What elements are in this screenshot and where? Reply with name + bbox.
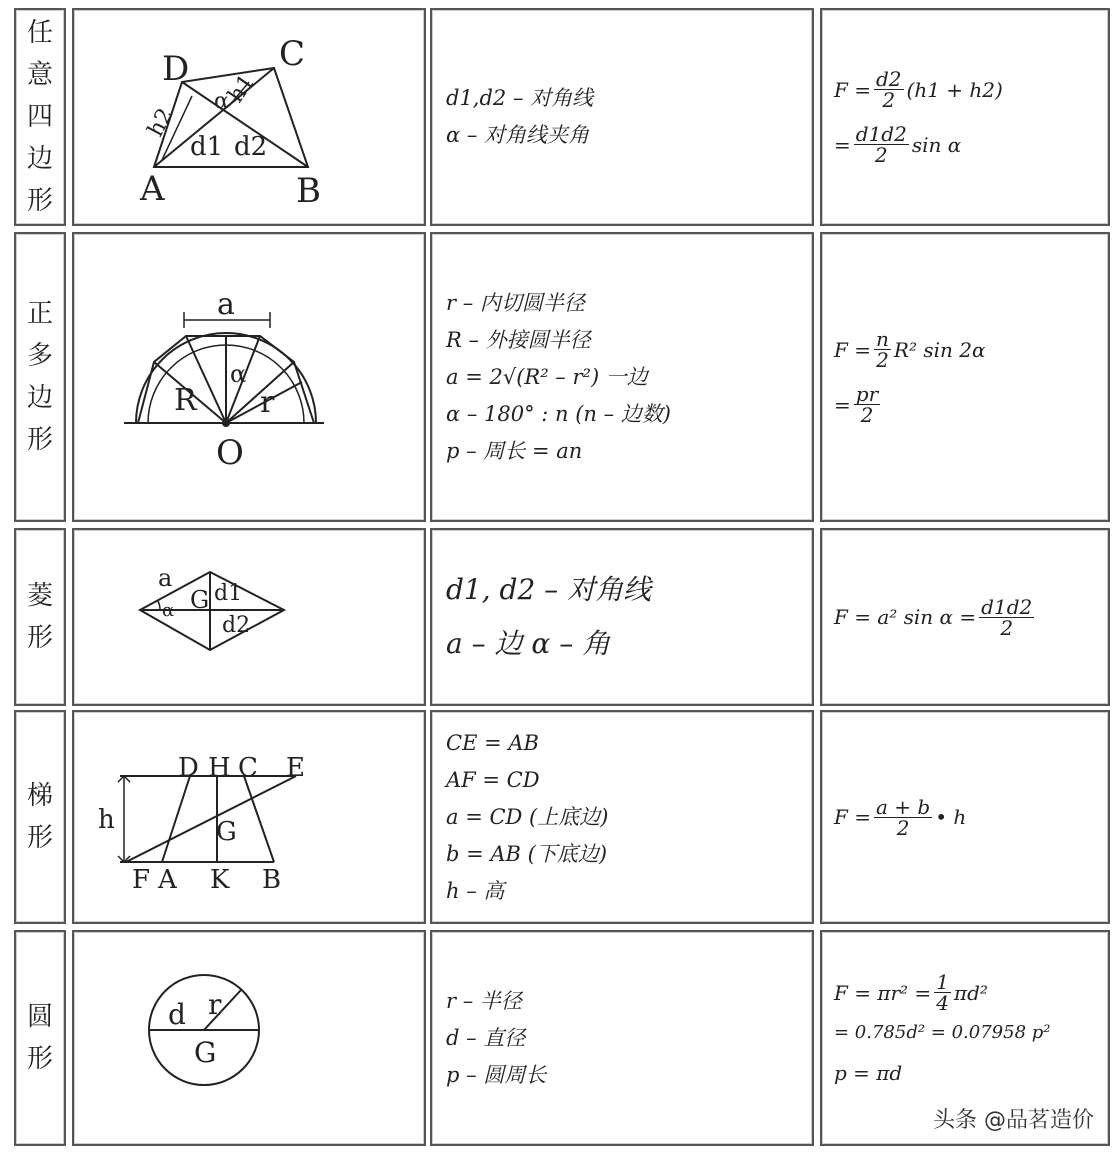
formula-suffix: • h: [935, 805, 967, 829]
fraction-denominator: 2: [882, 88, 896, 112]
fraction: [874, 69, 904, 110]
row1-name-char: 形: [26, 186, 53, 216]
row4-name-cell: [14, 710, 66, 924]
fraction-numerator: d2: [876, 67, 902, 91]
formula-prefix: =: [834, 132, 851, 157]
formula-suffix: sin α: [911, 132, 962, 157]
label-alpha: α: [162, 600, 175, 621]
fraction-numerator: a + b: [876, 794, 931, 819]
row3-formula-cell: [820, 528, 1110, 706]
label-b: B: [296, 171, 321, 211]
row2-name-cell: [14, 232, 66, 522]
row1-name-cell: [14, 8, 66, 226]
description-line: r – 内切圆半径: [446, 290, 585, 315]
row3-name-char: 形: [26, 623, 53, 653]
formula-line: = 0.785d² = 0.07958 p²: [834, 1022, 1051, 1043]
label-o: O: [216, 433, 244, 473]
row2-name-char: 形: [26, 425, 53, 455]
formula-line: [834, 329, 1108, 370]
description-line: α – 对角线夹角: [446, 123, 590, 147]
label-h-height: h: [98, 805, 115, 835]
row3-diagram-cell: [72, 528, 426, 706]
fraction-numerator: pr: [855, 382, 879, 406]
row1-name-char: 边: [26, 144, 53, 174]
formula-prefix: F = a² sin α =: [834, 605, 977, 629]
description-line: p – 周长 = an: [446, 438, 583, 463]
label-c: C: [238, 753, 258, 783]
row2-name-char: 正: [26, 299, 53, 329]
label-r: r: [208, 988, 222, 1021]
row4-description-cell: [430, 710, 814, 924]
fraction-denominator: 2: [860, 403, 874, 427]
label-c: C: [279, 34, 306, 74]
label-h2: h2: [143, 104, 179, 141]
description-line: α – 180° : n (n – 边数): [446, 401, 672, 426]
row5-name-char: 形: [26, 1044, 53, 1074]
row2-name-char: 多: [26, 341, 53, 371]
label-a: a: [217, 287, 235, 322]
fraction-numerator: d1d2: [855, 122, 907, 146]
label-d: D: [178, 753, 199, 783]
row2-name-char: 边: [26, 383, 53, 413]
label-d1: d1: [214, 581, 243, 606]
label-a: A: [158, 865, 177, 895]
row4-diagram-cell: [72, 710, 426, 924]
description-line: a = 2√(R² – r²) 一边: [446, 364, 648, 389]
label-h-point: H: [208, 753, 231, 783]
formula-prefix: F =: [834, 805, 871, 829]
row1-name-char: 四: [26, 102, 53, 132]
formula-line: [834, 594, 1108, 640]
regular-polygon-diagram: [74, 234, 424, 520]
fraction: [934, 972, 951, 1013]
label-big-r: R: [174, 383, 197, 418]
formula-suffix: πd²: [953, 980, 988, 1005]
description-line: p – 圆周长: [446, 1062, 547, 1087]
description-line: h – 高: [446, 878, 505, 903]
formula-suffix: (h1 + h2): [906, 77, 1003, 102]
row4-name-char: 形: [26, 823, 53, 853]
fraction-numerator: n: [876, 327, 889, 351]
label-g: G: [190, 586, 210, 614]
row4-formula-cell: [820, 710, 1110, 924]
fraction-numerator: 1: [936, 970, 949, 994]
description-line: CE = AB: [446, 730, 539, 755]
label-g: G: [194, 1036, 217, 1069]
label-g: G: [216, 817, 237, 847]
formula-line: [834, 794, 1108, 840]
row2-diagram-cell: [72, 232, 426, 522]
circle-diagram: [74, 932, 424, 1144]
row4-name-char: 梯: [26, 781, 53, 811]
row2-formula-cell: [820, 232, 1110, 522]
formula-line: [834, 384, 1108, 425]
fraction: [874, 794, 932, 840]
row5-diagram-cell: [72, 930, 426, 1146]
description-line: b = AB (下底边): [446, 841, 608, 866]
row1-name-char: 任: [26, 18, 53, 48]
label-a: a: [158, 564, 173, 592]
label-k: K: [210, 865, 230, 895]
fraction-denominator: 2: [874, 143, 888, 167]
description-line: a = CD (上底边): [446, 804, 609, 829]
fraction-denominator: 2: [876, 348, 889, 372]
row5-description-cell: [430, 930, 814, 1146]
fraction-denominator: 2: [1000, 615, 1014, 640]
row1-description-cell: [430, 8, 814, 226]
row5-name-cell: [14, 930, 66, 1146]
fraction: [854, 384, 880, 425]
label-f: F: [132, 865, 151, 895]
label-b: B: [262, 865, 282, 895]
formula-suffix: R² sin 2α: [893, 337, 986, 362]
rhombus-diagram: [74, 530, 424, 704]
formula-prefix: F = πr² =: [834, 980, 932, 1005]
row1-formula-cell: [820, 8, 1110, 226]
description-line: d1, d2 – 对角线: [446, 573, 652, 606]
label-d2: d2: [234, 132, 268, 162]
quadrilateral-diagram: [74, 10, 424, 224]
formula-prefix: F =: [834, 77, 871, 102]
fraction: [874, 329, 891, 370]
description-line: r – 半径: [446, 988, 522, 1013]
formula-prefix: =: [834, 392, 851, 417]
fraction: [854, 124, 909, 165]
label-alpha: α: [230, 360, 247, 388]
row1-diagram-cell: [72, 8, 426, 226]
row5-name-char: 圆: [26, 1002, 53, 1032]
description-line: d1,d2 – 对角线: [446, 86, 594, 110]
formula-line: [834, 972, 1108, 1013]
row3-description-cell: [430, 528, 814, 706]
formula-line: [834, 124, 1108, 165]
watermark: 头条 @品茗造价: [933, 1108, 1094, 1133]
label-d: D: [162, 49, 190, 89]
formula-line: [834, 69, 1108, 110]
label-d: d: [168, 998, 186, 1031]
row2-description-cell: [430, 232, 814, 522]
row3-name-char: 菱: [26, 581, 53, 611]
formula-prefix: F =: [834, 337, 871, 362]
fraction: [979, 594, 1034, 640]
description-line: d – 直径: [446, 1025, 526, 1050]
label-d1: d1: [190, 132, 224, 162]
row1-name-char: 意: [26, 60, 53, 90]
formula-line: p = πd: [834, 1061, 903, 1085]
description-line: AF = CD: [446, 767, 540, 792]
label-e: E: [286, 753, 305, 783]
label-alpha: α: [214, 89, 229, 114]
label-h1: h1: [223, 70, 261, 108]
label-a: A: [140, 169, 165, 209]
fraction-denominator: 2: [896, 815, 910, 840]
row3-name-cell: [14, 528, 66, 706]
trapezoid-diagram: [74, 712, 424, 922]
description-line: a – 边 α – 角: [446, 627, 611, 660]
label-d2: d2: [222, 613, 251, 638]
label-small-r: r: [260, 385, 275, 420]
fraction-denominator: 4: [936, 991, 949, 1015]
fraction-numerator: d1d2: [981, 594, 1033, 619]
description-line: R – 外接圆半径: [446, 327, 591, 352]
